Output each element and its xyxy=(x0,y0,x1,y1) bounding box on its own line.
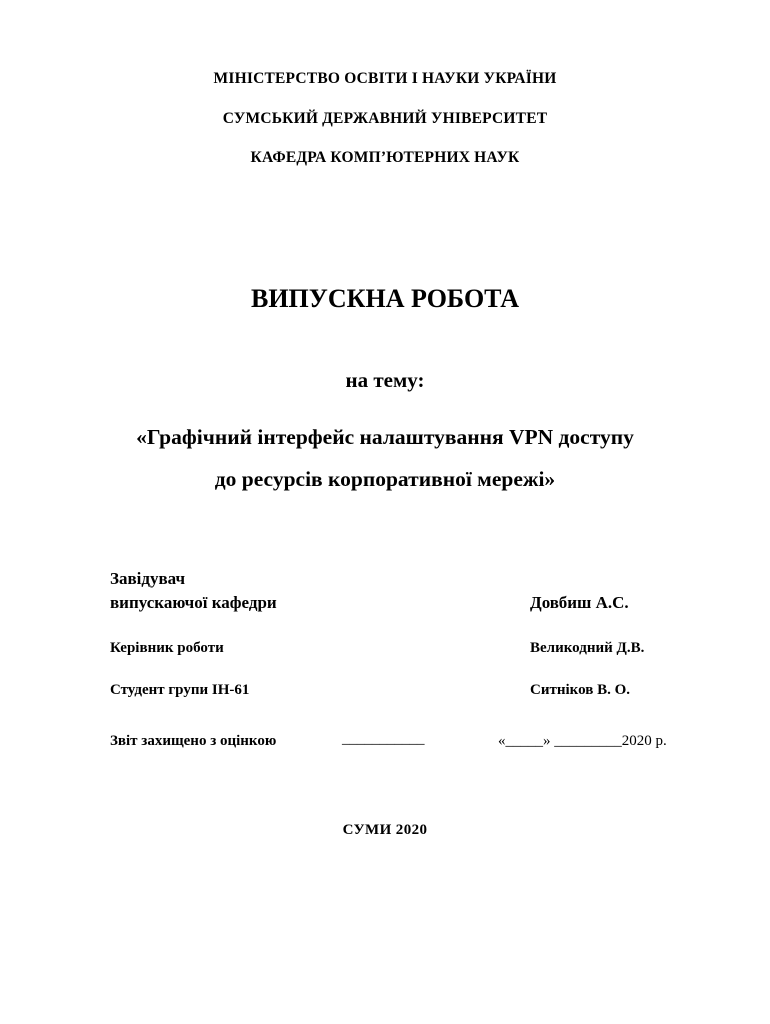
defense-date: «_____» _________2020 р. xyxy=(498,733,667,749)
head-label-line-1: Завідувач xyxy=(110,569,186,588)
university-heading: СУМСЬКИЙ ДЕРЖАВНИЙ УНІВЕРСИТЕТ xyxy=(222,110,548,127)
supervisor-name: Великодний Д.В. xyxy=(530,640,645,656)
ministry-heading: МІНІСТЕРСТВО ОСВІТИ І НАУКИ УКРАЇНИ xyxy=(213,70,557,87)
grade-blank: ___________ xyxy=(342,731,425,747)
head-label-line-2: випускаючої кафедри xyxy=(110,593,277,612)
defense-label: Звіт захищено з оцінкою xyxy=(110,733,277,749)
city-year: СУМИ 2020 xyxy=(342,822,428,838)
topic-intro: на тему: xyxy=(345,368,425,392)
student-label: Студент групи ІН-61 xyxy=(110,682,250,698)
topic-line-2: до ресурсів корпоративної мережі» xyxy=(214,467,556,491)
supervisor-label: Керівник роботи xyxy=(110,640,224,656)
student-name: Ситніков В. О. xyxy=(530,682,630,698)
topic-line-1: «Графічний інтерфейс налаштування VPN доступу xyxy=(136,425,634,449)
document-title: ВИПУСКНА РОБОТА xyxy=(250,284,519,313)
department-heading: КАФЕДРА КОМП’ЮТЕРНИХ НАУК xyxy=(250,149,520,166)
head-name: Довбиш А.С. xyxy=(530,593,629,612)
